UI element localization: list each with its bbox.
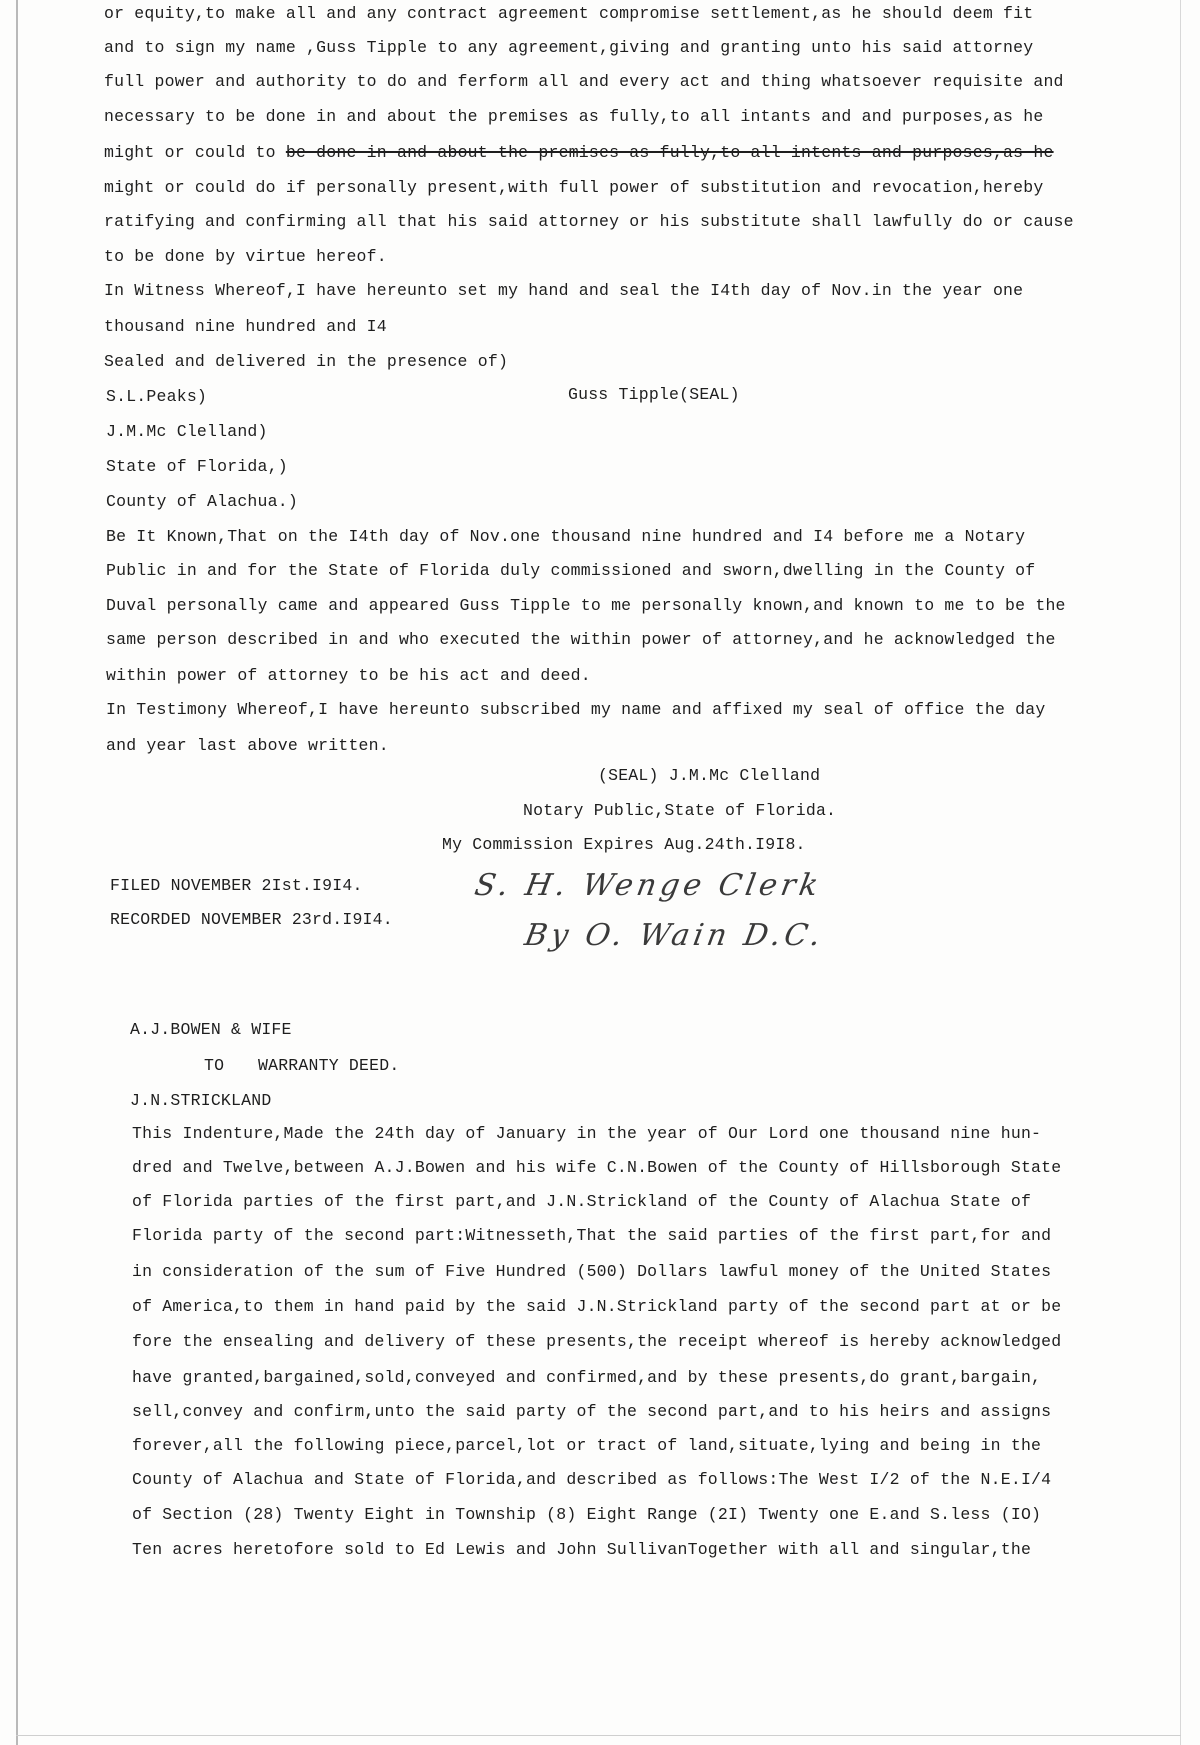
- body-line: might or could do if personally present,with full power of substitution and revocation,hereby: [104, 178, 1044, 197]
- witness-first: S.L.Peaks): [106, 387, 208, 406]
- deed-body-line: forever,all the following piece,parcel,lot or tract of land,situate,lying and being in the: [132, 1436, 1042, 1455]
- deed-body-line: of Section (28) Twenty Eight in Township (8) Eight Range (2I) Twenty one E.and S.less (IO): [132, 1505, 1042, 1524]
- acknowledgment-line: and year last above written.: [106, 736, 389, 755]
- struck-through-line: [104, 143, 1054, 163]
- acknowledgment-line: Be It Known,That on the I4th day of Nov.one thousand nine hundred and I4 before me a Notary: [106, 527, 1026, 546]
- deed-type: WARRANTY DEED.: [258, 1056, 400, 1075]
- body-line: full power and authority to do and ferform all and every act and thing whatsoever requisite and: [104, 72, 1064, 91]
- body-line: Sealed and delivered in the presence of): [104, 352, 509, 371]
- deed-body-line: of Florida parties of the first part,and J.N.Strickland of the County of Alachua State of: [132, 1192, 1032, 1211]
- deed-grantee: J.N.STRICKLAND: [130, 1091, 272, 1110]
- notary-title: Notary Public,State of Florida.: [523, 801, 837, 820]
- body-line: thousand nine hundred and I4: [104, 317, 387, 336]
- deed-body-line: County of Alachua and State of Florida,and described as follows:The West I/2 of the N.E.I/4: [132, 1470, 1052, 1489]
- deed-grantor: A.J.BOWEN & WIFE: [130, 1020, 292, 1039]
- notary-name: (SEAL) J.M.Mc Clelland: [598, 766, 821, 785]
- acknowledgment-line: Public in and for the State of Florida duly commissioned and sworn,dwelling in the County of: [106, 561, 1036, 580]
- deed-body-line: fore the ensealing and delivery of these presents,the receipt whereof is hereby acknowledged: [132, 1332, 1062, 1351]
- acknowledgment-line: Duval personally came and appeared Guss Tipple to me personally known,and known to me to be the: [106, 596, 1066, 615]
- recorded-date: RECORDED NOVEMBER 23rd.I9I4.: [110, 910, 393, 929]
- deed-body-line: dred and Twelve,between A.J.Bowen and his wife C.N.Bowen of the County of Hillsborough State: [132, 1158, 1062, 1177]
- struck-text: be done in and about the premises as fully,to all intents and purposes,as he: [285, 143, 1054, 162]
- deed-body-line: sell,convey and confirm,unto the said party of the second part,and to his heirs and assigns: [132, 1402, 1052, 1421]
- deed-body-line: This Indenture,Made the 24th day of January in the year of Our Lord one thousand nine hun-: [132, 1124, 1042, 1143]
- left-margin-rule: [16, 0, 18, 1745]
- deputy-clerk-signature: By O. Wain D.C.: [521, 918, 828, 953]
- filed-date: FILED NOVEMBER 2Ist.I9I4.: [110, 876, 363, 895]
- signer-seal: Guss Tipple(SEAL): [568, 385, 740, 404]
- body-line: to be done by virtue hereof.: [104, 247, 387, 266]
- acknowledgment-line: In Testimony Whereof,I have hereunto subscribed my name and affixed my seal of office the day: [106, 700, 1046, 719]
- deed-body-line: have granted,bargained,sold,conveyed and confirmed,and by these presents,do grant,bargain,: [132, 1368, 1042, 1387]
- deed-body-line: Florida party of the second part:Witnesseth,That the said parties of the first part,for and: [132, 1226, 1052, 1245]
- witness-second: J.M.Mc Clelland): [106, 422, 268, 441]
- body-line: ratifying and confirming all that his said attorney or his substitute shall lawfully do or cause: [104, 212, 1074, 231]
- deed-body-line: Ten acres heretofore sold to Ed Lewis and John SullivanTogether with all and singular,the: [132, 1540, 1032, 1559]
- body-line: and to sign my name ,Guss Tipple to any agreement,giving and granting unto his said attorney: [104, 38, 1034, 57]
- venue-county: County of Alachua.): [106, 492, 298, 511]
- notary-commission: My Commission Expires Aug.24th.I9I8.: [442, 835, 806, 854]
- deed-body-line: in consideration of the sum of Five Hundred (500) Dollars lawful money of the United States: [132, 1262, 1052, 1281]
- bottom-margin-rule: [16, 1735, 1181, 1736]
- acknowledgment-line: same person described in and who executed the within power of attorney,and he acknowledged the: [106, 630, 1056, 649]
- venue-state: State of Florida,): [106, 457, 288, 476]
- body-line: In Witness Whereof,I have hereunto set my hand and seal the I4th day of Nov.in the year one: [104, 281, 1024, 300]
- deed-body-line: of America,to them in hand paid by the said J.N.Strickland party of the second part at or be: [132, 1297, 1062, 1316]
- deed-to: TO: [204, 1056, 225, 1075]
- body-line: or equity,to make all and any contract agreement compromise settlement,as he should deem fit: [104, 4, 1034, 23]
- clerk-signature: S. H. Wenge Clerk: [471, 868, 825, 903]
- acknowledgment-line: within power of attorney to be his act and deed.: [106, 666, 591, 685]
- struck-line-prefix: might or could to: [104, 143, 286, 162]
- right-margin-rule: [1180, 0, 1181, 1745]
- body-line: necessary to be done in and about the premises as fully,to all intants and and purposes,as he: [104, 107, 1044, 126]
